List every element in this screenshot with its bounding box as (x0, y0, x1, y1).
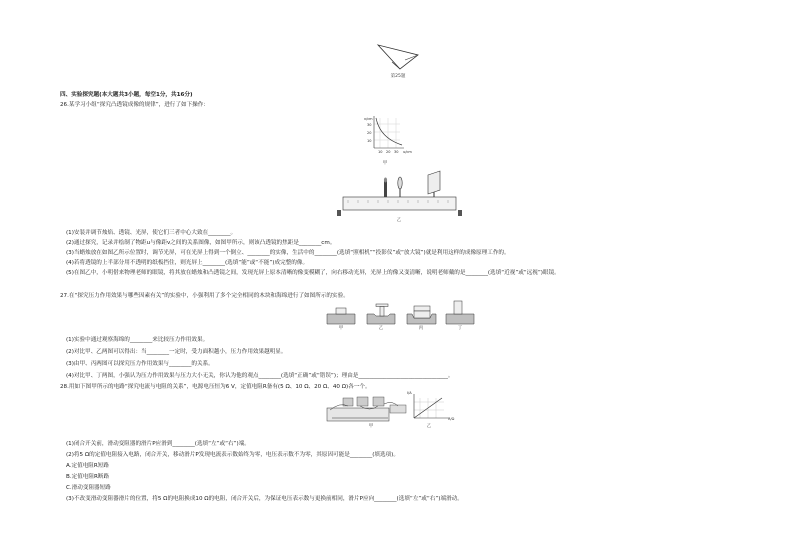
q26-graph-xtick: 10 (378, 150, 383, 154)
fig25-caption: 第25题 (390, 74, 406, 79)
q27-fig-label: 甲 (338, 326, 344, 331)
q26-graph-ytick: 10 (367, 139, 372, 143)
q26-item-1: (1)安装并调节烛焰、透镜、光屏，使它们三者中心大致在________。 (66, 230, 237, 236)
q28-item-3: (3)不改变滑动变阻器滑片的位置，将5 Ω的电阻换成10 Ω的电阻，闭合开关后，为保证电压表示数与更换前相同，滑片P应向________(选填“左”或“右”)端滑动。 (66, 496, 463, 502)
q27-fig-label: 乙 (378, 326, 384, 331)
q27-item-2: (2)对比甲、乙两图可以得出：当________一定时，受力面积越小，压力作用效果越明显。 (66, 349, 287, 355)
q27-item-4: (4)对比甲、丁两图，小强认为压力作用效果与压力大小无关，你认为他的观点________(选填“正确”或“错误”)；理由是________________________________。 (66, 373, 454, 379)
q26-item-3: (3)当蜡烛放在如图乙所示位置时，调节光屏，可在光屏上得到一个倒立、________的实像，生活中的________(选填“照相机”“投影仪”或“放大镜”)就是利用这样的成像原理工作的。 (66, 250, 510, 256)
q27-fig-label: 丁 (457, 326, 463, 331)
q27-item-1: (1)实验中通过观察海绵的________来比较压力作用效果。 (66, 337, 209, 343)
q28-item-1: (1)闭合开关前，滑动变阻器的滑片P应滑到________(选填“左”或“右”)端。 (66, 441, 250, 447)
q28-graph-x-unit: R/Ω (448, 417, 455, 421)
q26-bench-label: 乙 (396, 218, 402, 223)
q28-stem: 28.用如下图甲所示的电路“探究电流与电阻的关系”，电源电压恒为6 V，定值电阻R备有(5 Ω、10 Ω、20 Ω、40 Ω)各一个。 (60, 384, 371, 390)
q26-item-2: (2)通过探究，记录并绘制了物距u与像距v之间的关系图像，如图甲所示，则该凸透镜的焦距是________cm。 (66, 240, 336, 246)
q28-item-2: (2)将5 Ω的定值电阻接入电路，闭合开关，移动滑片P发现电流表示数始终为零，电压表示数不为零，其原因可能是________(填选项)。 (66, 452, 399, 458)
q27-stem: 27.在“探究压力作用效果与哪些因素有关”的实验中，小强利用了多个完全相同的木块和海绵进行了如图所示的实验。 (60, 293, 349, 299)
q27-fig-label: 丙 (418, 326, 424, 331)
q26-stem: 26.某学习小组“探究凸透镜成像的规律”，进行了如下操作： (60, 102, 209, 108)
q26-graph-ytick: 20 (367, 131, 372, 135)
q28-option-a: A.定值电阻R短路 (66, 463, 109, 469)
q28-option-b: B.定值电阻R断路 (66, 474, 110, 480)
section-heading: 四、实验探究题(本大题共3小题，每空1分，共16分) (60, 92, 193, 98)
q28-option-c: C.滑动变阻器短路 (66, 485, 111, 491)
q26-graph-y-unit: v/cm (364, 117, 373, 121)
q26-graph-xtick: 30 (394, 150, 399, 154)
q26-item-4: (4)若将透镜的上半部分用不透明的纸板挡住，则光屏上________(选填“能”或“不能”)成完整的像。 (66, 260, 309, 266)
q26-graph-xtick: 20 (386, 150, 391, 154)
q26-graph-x-unit: u/cm (403, 150, 412, 154)
q28-graph-y-unit: I/A (407, 391, 412, 395)
q28-graph-label: 乙 (426, 424, 432, 429)
q26-graph-label: 甲 (382, 161, 388, 166)
q26-item-5: (5)在图乙中，小明借来物理老师的眼镜，将其放在蜡烛和凸透镜之间，发现光屏上原本清晰的像变模糊了，向右移动光屏，光屏上的像又变清晰，说明老师戴的是________(选填“近视”或“远视”)眼镜。 (66, 270, 560, 276)
q26-graph-ytick: 30 (367, 123, 372, 127)
q28-circuit-label: 甲 (368, 424, 374, 429)
q27-item-3: (3)由甲、丙两图可以探究压力作用效果与________的关系。 (66, 361, 214, 367)
